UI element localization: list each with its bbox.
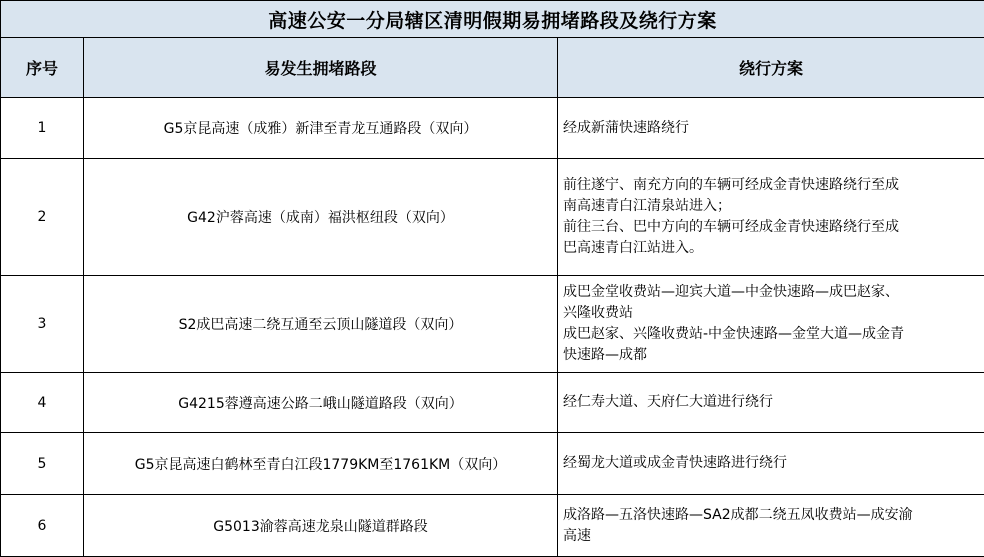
detour-plan (558, 98, 984, 159)
header-plan: 绕行方案 (558, 38, 984, 98)
table-row (1, 495, 984, 557)
table-title: 高速公安一分局辖区清明假期易拥堵路段及绕行方案 (1, 1, 984, 38)
detour-plan (558, 276, 984, 373)
detour-plan (558, 373, 984, 433)
plan-line: 高速 (563, 527, 591, 544)
plan-line: 经成新蒲快速路绕行 (563, 119, 689, 136)
plan-line: 经蜀龙大道或成金青快速路进行绕行 (563, 455, 787, 471)
congestion-segment: G5京昆高速（成雅）新津至青龙互通路段（双向） (84, 98, 558, 159)
row-number: 2 (1, 159, 84, 276)
plan-line: 南高速青白江清泉站进入； (563, 198, 731, 214)
congestion-segment: G5013渝蓉高速龙泉山隧道群路段 (84, 495, 558, 557)
detour-plan (558, 159, 984, 276)
title-row (1, 1, 984, 38)
congestion-segment: G4215蓉遵高速公路二峨山隧道路段（双向） (84, 373, 558, 433)
plan-line: 成巴金堂收费站—迎宾大道—中金快速路—成巴赵家、 (563, 284, 899, 300)
table-row (1, 276, 984, 373)
header-segment: 易发生拥堵路段 (84, 38, 558, 98)
table-row (1, 98, 984, 159)
detour-plan (558, 495, 984, 557)
table-row (1, 373, 984, 433)
plan-line: 兴隆收费站 (563, 305, 633, 321)
header-row (1, 38, 984, 98)
row-number: 3 (1, 276, 84, 373)
plan-line: 成巴赵家、兴隆收费站-中金快速路—金堂大道—成金青 (563, 326, 905, 342)
congestion-segment: G42沪蓉高速（成南）福洪枢纽段（双向） (84, 159, 558, 276)
plan-line: 快速路—成都 (563, 347, 647, 363)
row-number: 5 (1, 433, 84, 495)
plan-line: 经仁寿大道、天府仁大道进行绕行 (563, 394, 773, 410)
detour-plan (558, 433, 984, 495)
plan-line: 前往三台、巴中方向的车辆可经成金青快速路绕行至成 (563, 219, 899, 235)
row-number: 6 (1, 495, 84, 557)
congestion-segment: S2成巴高速二绕互通至云顶山隧道段（双向） (84, 276, 558, 373)
row-number: 4 (1, 373, 84, 433)
table-row (1, 433, 984, 495)
row-number: 1 (1, 98, 84, 159)
plan-line: 巴高速青白江站进入。 (563, 240, 703, 256)
table-row (1, 159, 984, 276)
plan-line: 成洛路—五洛快速路—SA2成都二绕五凤收费站—成安渝 (563, 506, 913, 523)
header-no: 序号 (1, 38, 84, 98)
congestion-segment: G5京昆高速白鹤林至青白江段1779KM至1761KM（双向） (84, 433, 558, 495)
plan-line: 前往遂宁、南充方向的车辆可经成金青快速路绕行至成 (563, 177, 899, 193)
